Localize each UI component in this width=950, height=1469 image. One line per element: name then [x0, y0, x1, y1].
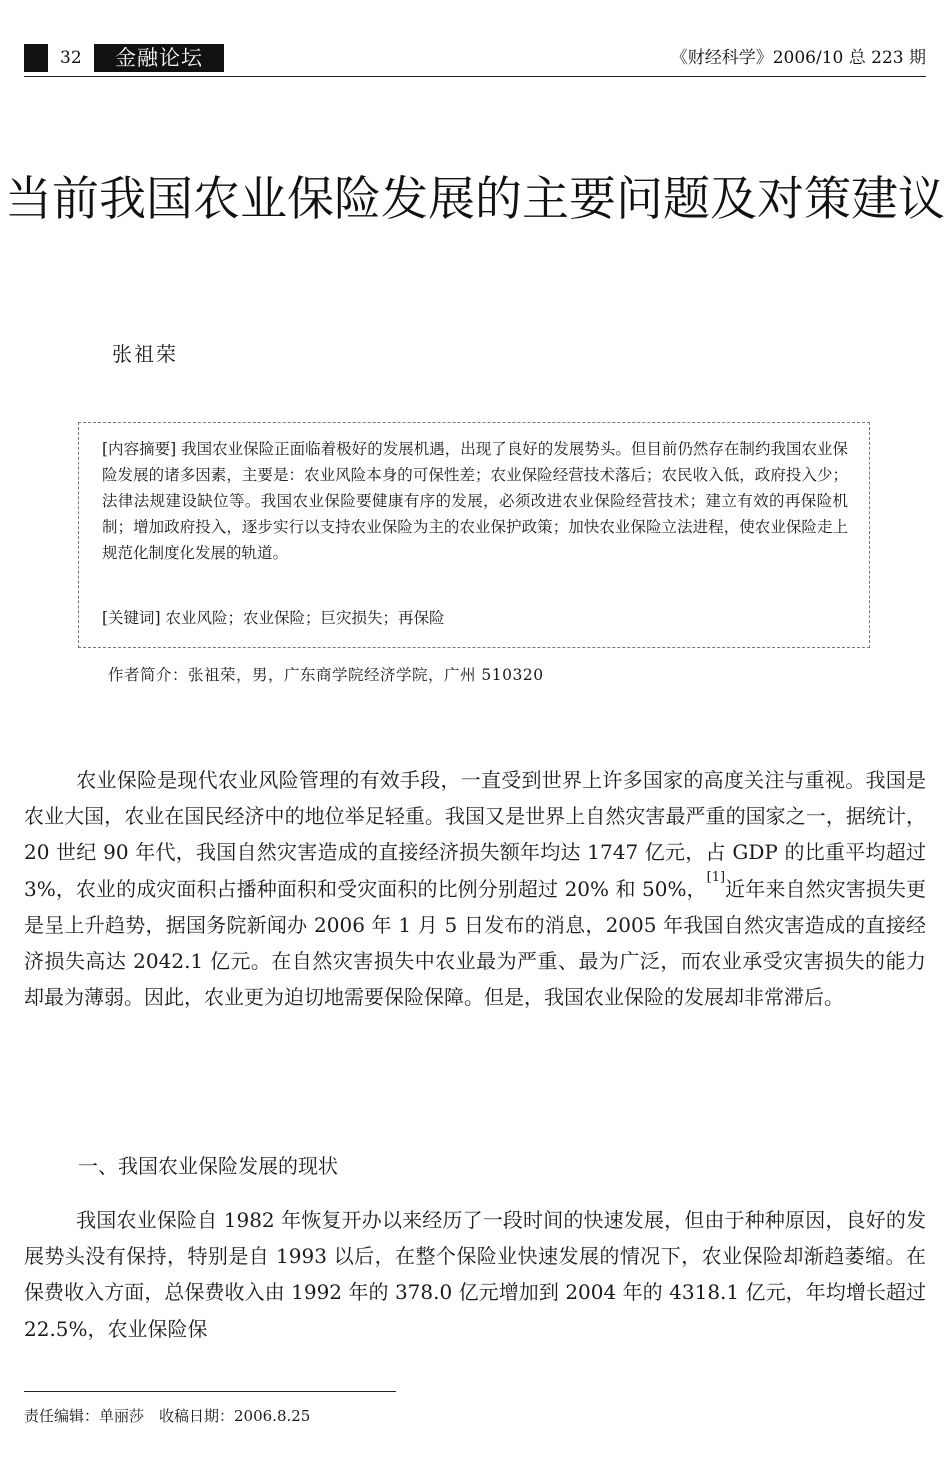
- para1-part1: 农业保险是现代农业风险管理的有效手段，一直受到世界上许多国家的高度关注与重视。我国是农业大国，农业在国民经济中的地位举足轻重。我国又是世界上自然灾害最严重的国家之一，据统计，20 世纪 90 年代，我国自然灾害造成的直接经济损失额年均达 1747 亿元，占 GDP 的比重平均超过 3%，农业的成灾面积占播种面积和受灾面积的比例分别超过 20% 和 50%，: [24, 768, 926, 901]
- running-header: [24, 44, 926, 74]
- body-paragraph-1: [24, 762, 926, 1015]
- section-heading-1: 一、我国农业保险发展的现状: [78, 1154, 338, 1178]
- abstract: [内容摘要] 我国农业保险正面临着极好的发展机遇，出现了良好的发展势头。但目前仍然存在制约我国农业保险发展的诸多因素，主要是：农业风险本身的可保性差；农业保险经营技术落后；农民收入低，政府投入少；法律法规建设缺位等。我国农业保险要健康有序的发展，必须改进农业保险经营技术；建立有效的再保险机制；增加政府投入，逐步实行以支持农业保险为主的农业保护政策；加快农业保险立法进程，使农业保险走上规范化制度化发展的轨道。: [102, 440, 848, 562]
- column-name: 金融论坛: [94, 44, 224, 72]
- author-info: 作者简介：张祖荣，男，广东商学院经济学院，广州 510320: [108, 666, 544, 684]
- citation-ref: [1]: [706, 869, 726, 885]
- keywords: [关键词] 农业风险；农业保险；巨灾损失；再保险: [102, 609, 445, 627]
- para2-text: 我国农业保险自 1982 年恢复开办以来经历了一段时间的快速发展，但由于种种原因，良好的发展势头没有保持，特别是自 1993 以后，在整个保险业快速发展的情况下，农业保险却渐趋萎缩。在保费收入方面，总保费收入由 1992 年的 378.0 亿元增加到 2004 年的 4318.1 亿元，年均增长超过 22.5%，农业保险保: [24, 1208, 926, 1341]
- journal-issue: 《财经科学》2006/10 总 223 期: [670, 48, 926, 68]
- footnote-rule: [24, 1391, 396, 1392]
- header-black-block: [24, 44, 48, 72]
- footnote: 责任编辑：单丽莎 收稿日期：2006.8.25: [24, 1407, 311, 1425]
- article-title: 当前我国农业保险发展的主要问题及对策建议: [5, 172, 945, 227]
- article-author: 张祖荣: [112, 342, 178, 366]
- body-paragraph-2: [24, 1202, 926, 1347]
- page-number: 32: [60, 48, 82, 68]
- header-rule: [24, 76, 926, 77]
- para1-part2: 近年来自然灾害损失更是呈上升趋势，据国务院新闻办 2006 年 1 月 5 日发布的消息，2005 年我国自然灾害造成的直接经济损失高达 2042.1 亿元。在自然灾害损失中农业最为严重、最为广泛，而农业承受灾害损失的能力却最为薄弱。因此，农业更为迫切地需要保险保障。但是，我国农业保险的发展却非常滞后。: [24, 876, 926, 1010]
